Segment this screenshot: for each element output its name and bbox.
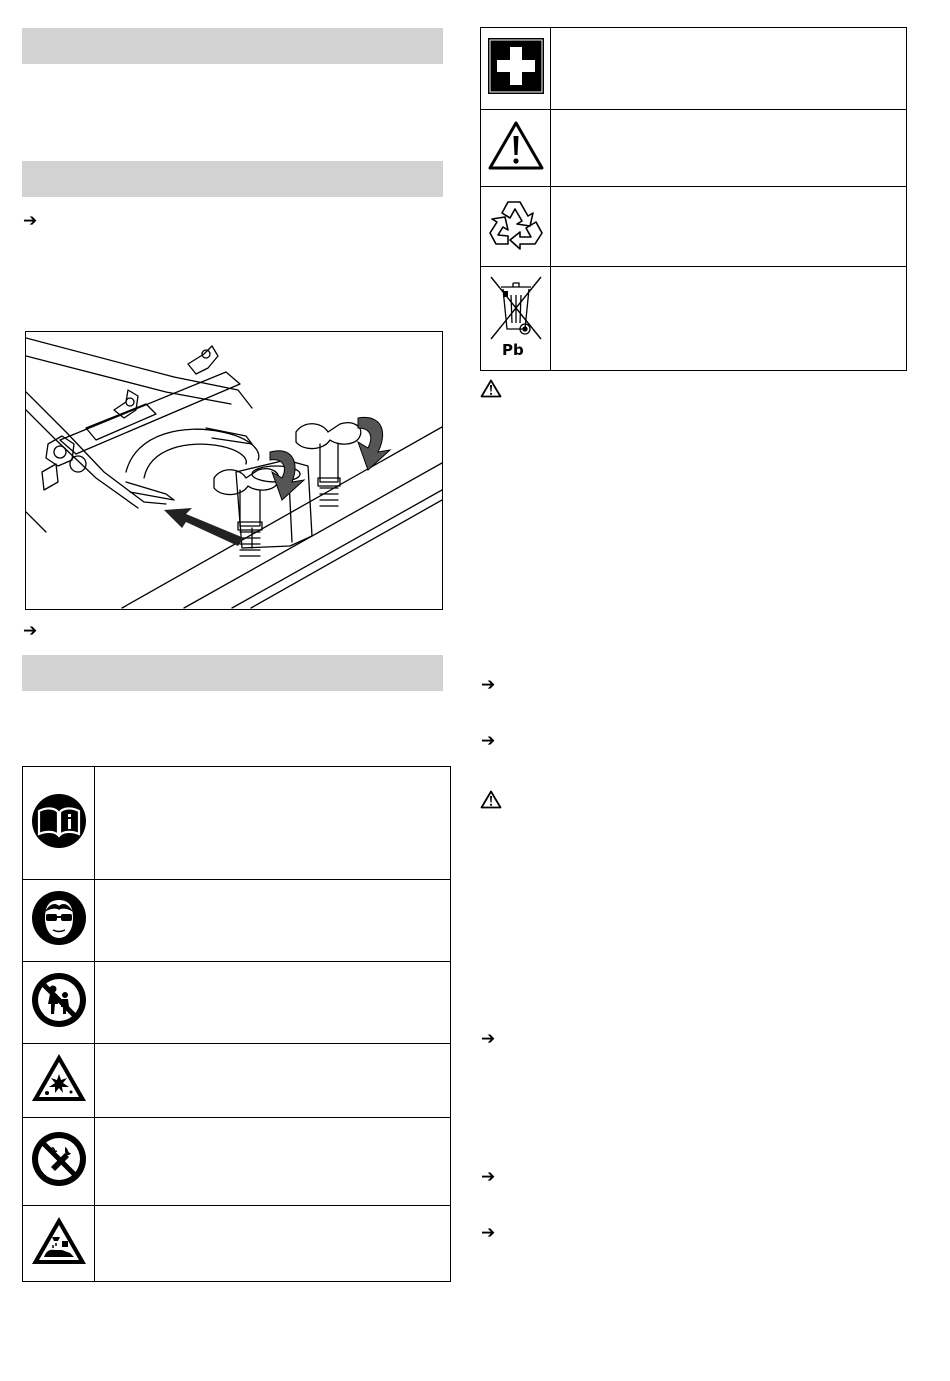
direction-arrow [164,508,244,546]
symbol-cell [23,1118,95,1206]
first-aid-icon [487,37,545,95]
symbol-cell [23,1206,95,1282]
pb-label: Pb [501,341,524,359]
symbol-cell [481,110,551,187]
section-header-bar-3 [22,655,443,691]
warning-triangle-icon [480,790,502,809]
instruction-arrow-icon: ➔ [23,211,38,231]
no-smoking-no-fire-icon [31,1131,87,1187]
symbol-description [551,187,907,267]
symbol-description [95,767,451,880]
warning-triangle-icon [480,379,502,398]
symbol-description [551,28,907,110]
symbol-description [95,1044,451,1118]
explosive-gas-warning-icon [30,1052,88,1104]
general-warning-icon [487,120,545,172]
frame-arm-upper [26,338,252,408]
instruction-arrow-icon: ➔ [481,675,496,695]
symbol-description [551,267,907,371]
instruction-arrow-icon: ➔ [481,1167,496,1187]
symbol-description [95,880,451,962]
recycling-icon [486,196,546,252]
symbol-cell [23,767,95,880]
symbol-cell [481,267,551,371]
symbol-cell [23,962,95,1044]
fork-prongs [126,429,259,472]
section-header-bar-2 [22,161,443,197]
instruction-arrow-icon: ➔ [481,731,496,751]
symbol-description [551,110,907,187]
keep-children-away-icon [31,972,87,1028]
safety-symbol-table [22,766,451,1282]
disposal-symbol-table [480,27,907,371]
wing-bolt-right [296,423,361,449]
instruction-arrow-icon: ➔ [481,1029,496,1049]
symbol-cell [23,880,95,962]
symbol-description [95,1206,451,1282]
assembly-illustration [25,331,443,610]
symbol-description [95,962,451,1044]
section-header-bar-1 [22,28,443,64]
instruction-arrow-icon: ➔ [23,621,38,641]
crossed-out-bin-pb-icon [485,273,547,359]
read-manual-icon [31,793,87,849]
symbol-cell [481,187,551,267]
symbol-cell [481,28,551,110]
instruction-arrow-icon: ➔ [481,1223,496,1243]
symbol-cell [23,1044,95,1118]
eye-protection-icon [31,890,87,946]
corrosive-acid-icon [30,1215,88,1267]
symbol-description [95,1118,451,1206]
